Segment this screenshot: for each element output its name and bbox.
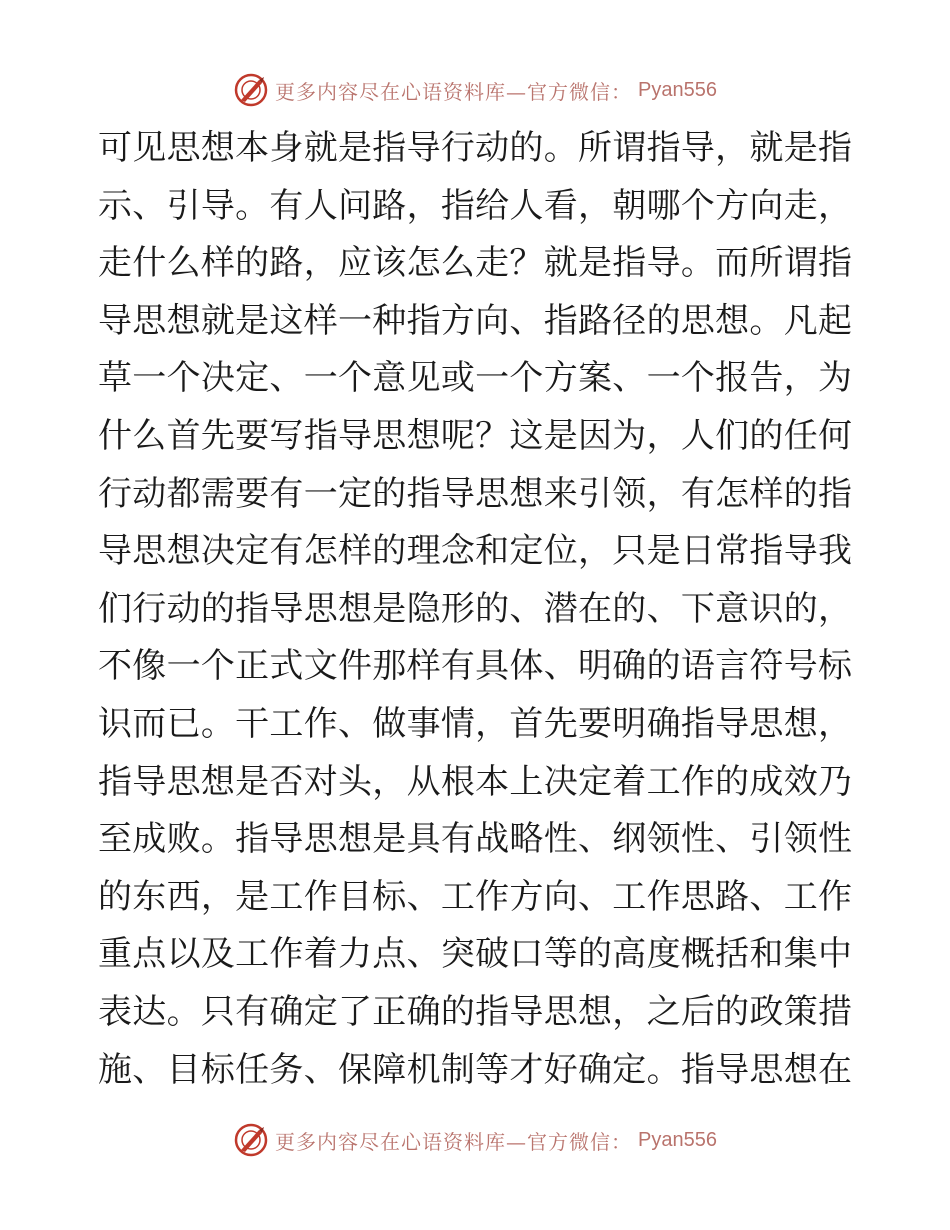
quill-logo-icon (233, 72, 269, 108)
text-line: 示、引导。有人问路，指给人看，朝哪个方向走， (98, 185, 852, 226)
text-line: 们行动的指导思想是隐形的、潜在的、下意识的， (98, 588, 852, 629)
text-line: 什么首先要写指导思想呢？这是因为，人们的任何 (98, 415, 852, 456)
text-line: 重点以及工作着力点、突破口等的高度概括和集中 (98, 934, 852, 975)
text-line: 至成败。指导思想是具有战略性、纲领性、引领性 (98, 819, 852, 860)
header-watermark (0, 70, 950, 110)
watermark-wechat-id: Pyan556 (638, 1128, 717, 1151)
text-line: 不像一个正式文件那样有具体、明确的语言符号标 (98, 646, 852, 687)
text-line: 指导思想是否对头，从根本上决定着工作的成效乃 (98, 761, 852, 802)
text-line: 表达。只有确定了正确的指导思想，之后的政策措 (98, 991, 852, 1032)
text-line: 走什么样的路，应该怎么走？就是指导。而所谓指 (98, 243, 852, 284)
quill-logo-icon (233, 1122, 269, 1158)
text-line: 施、目标任务、保障机制等才好确定。指导思想在 (98, 1049, 852, 1090)
text-line: 可见思想本身就是指导行动的。所谓指导，就是指 (98, 128, 852, 168)
text-line: 行动都需要有一定的指导思想来引领，有怎样的指 (98, 473, 852, 514)
watermark-wechat-id: Pyan556 (638, 78, 717, 101)
text-line: 导思想就是这样一种指方向、指路径的思想。凡起 (98, 300, 852, 341)
document-body (98, 120, 852, 1099)
text-line: 草一个决定、一个意见或一个方案、一个报告，为 (98, 358, 852, 399)
text-line: 导思想决定有怎样的理念和定位，只是日常指导我 (98, 531, 852, 572)
footer-watermark (0, 1120, 950, 1160)
text-line: 的东西，是工作目标、工作方向、工作思路、工作 (98, 876, 852, 917)
watermark-text: 更多内容尽在心语资料库—官方微信： (275, 1129, 633, 1154)
text-line: 识而已。干工作、做事情，首先要明确指导思想， (98, 703, 852, 744)
watermark-text: 更多内容尽在心语资料库—官方微信： (275, 79, 633, 104)
